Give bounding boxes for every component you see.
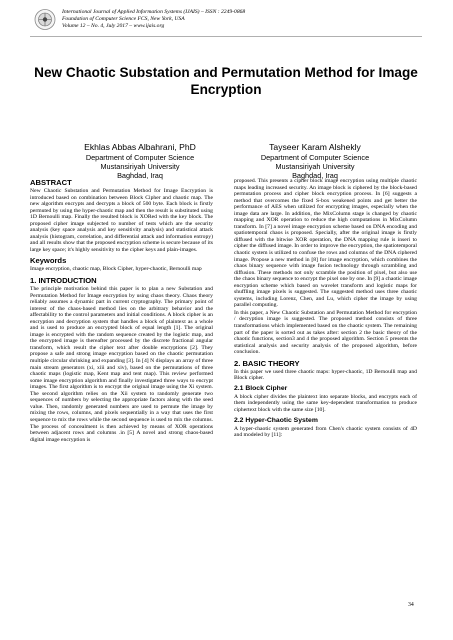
author-department: Department of Computer Science (85, 153, 195, 162)
introduction-continued-text: proposed. This presents a cipher block image encryption using multiple chaotic maps leading increased security. An image block is ciphered by the block-based permutation process and cipher block encryption process. In [6] suggests a method that overcomes the fixed S-box weakened points and get better the performance of AES when utilized for encrypting images, especially when the image data are large. In addition, the MixColumn stage is changed by chaotic mapping and XOR operation to reduce the high computations in MixColumn transform. In [7] a novel image encryption scheme based on DNA encoding and spatiotemporal chaos is proposed. Specially, after the original image is firstly diffused with the bitwise XOR operation, the DNA mapping rule is inseri to cipher the diffused image. In order to improve the encryption, the spatiotemporal chaotic system is utilized to confuse the rows and columns of the DNA ciphered image. Propose a new method in [8] for image encryption, which combines the chaos binary sequence with image fusion technology through scrambling and diffusion. These methods not only scramble the position of pixel, but also use the chaos binary sequence to encrypt the pixel one by one. In [9] a chaotic image encryption scheme which based on wavelet transform and logistic maps for shuffling image pixels is suggested. The suggested method uses three chaotic systems, including Lorenz, Chen, and Lu, which cipher the image by using parallel computing. (234, 178, 417, 309)
left-column (30, 178, 213, 444)
page-number: 34 (408, 602, 414, 608)
journal-header-line-3: Volume 12 – No. 4, July 2017 – www.ijais.org (62, 23, 165, 30)
keywords-heading: Keywords (30, 256, 67, 266)
author-block-1 (55, 142, 225, 181)
block-cipher-text: A block cipher divides the plaintext into separate blocks, and encrypts each of them independently using the same key-dependent transformation to produce ciphertext block with the same size [10]. (234, 393, 417, 413)
abstract-heading: ABSTRACT (30, 178, 72, 187)
hyper-chaotic-text: A hyper-chaotic system generated from Chen's chaotic system consists of 4D and modeled by [11]: (234, 425, 417, 439)
keywords-text: Image encryption, chaotic map, Block Cipher, hyper-chaotic, Bernoulli map (30, 266, 202, 273)
block-cipher-heading: 2.1 Block Cipher (234, 384, 288, 392)
abstract-text: New Chaotic Substation and Permutation Method for Image Encryption is introduced based on combination between Block Cipher and chaotic map. The new algorithm encrypts and decrypts a block of 500 byte. Each block is firstly permuted by using the hyper-chaotic map and then the result is substituted using 1D Bernoulli map. Finally the resulted block is XORed with the key block. The proposed cipher image subjected to number of tests which are the security analysis (key space analysis and key sensitivity analysis) and statistical attack analysis (histogram, correlation, and differential attack and information entropy) and all results show that the proposed encryption scheme is secure because of its large key space; it's highly sensitivity to the cipher keys and plain-images. (30, 188, 213, 253)
basic-theory-text: In this paper we used three chaotic maps: hyper-chaotic, 1D Bernoulli map and Block cipher. (234, 368, 417, 382)
author-city: Baghdad, Iraq (292, 171, 338, 181)
author-institution: Mustansiriyah University (100, 162, 180, 172)
basic-theory-heading: 2. BASIC THEORY (234, 358, 300, 368)
author-name: Ekhlas Abbas Albahrani, PhD (84, 142, 196, 152)
author-institution: Mustansiriyah University (275, 162, 355, 172)
introduction-heading: 1. INTRODUCTION (30, 276, 97, 286)
header-divider (30, 36, 422, 37)
author-block-2 (230, 142, 400, 181)
hyper-chaotic-heading: 2.2 Hyper-Chaotic System (234, 416, 318, 424)
author-department: Department of Computer Science (260, 153, 370, 162)
journal-header-line-2: Foundation of Computer Science FCS, New York, USA (62, 16, 185, 23)
paper-outline-text: In this paper, a New Chaotic Substation and Permutation Method for encryption / decryption image is suggested. The proposed method consists of three transformations which implemented based on the chaotic system. The remaining part of the paper is sorted out as takes after: section 2 the basic theory of the chaotic functions, section3 and 4 the proposed algorithm. Section 5 presents the statistical analysis and security analysis of the proposed algorithm, before conclusion. (234, 309, 417, 356)
introduction-text: The principle motivation behind this paper is to plan a new Substation and Permutation Method for Image encryption by using chaos theory. Chaos theory reliably assumes a dynamic part in current cryptography. The primary point of interest of the chaos-based method lies on the arbitrary behavior and the affectability to the control parameters and initial conditions. A block cipher is an encryption and decryption system that handles a block of plaintext as a whole and is used to produce an encrypted block of equal length [1]. The original image is encrypted with the random sequence created by the logistic map, and the encrypted image is thereafter processed by the discrete fractional angular transform, which result the cipher text after double encryptions [2]. They propose a safe and strong image encryption based on the chaotic permutation multiple circular shrinking and expanding [3]. In [4] N displays an array of three main stream generators (xi, xiii and xiv), based on the permutations of three chaotic maps (logistic map, Kent map and tent map). This review performed some image encryption algorithm and finally investigated three ways to encrypt images. The first algorithm is to encrypt the original image using the Xi system. The second algorithm relies on the Xii system to randomly generate two sequences of numbers by selecting the appropriate factors along with the seed value. Then, randomly generated numbers are used to permute the image by mixing the rows, columns, and pixels sequentially in a way that uses the first sequence to mix the rows while the second sequence is used to mix the columns. The process of concealment is then achieved by means of XOR operations between adjacent rows and columns .in [5] A novel and strong chaos-based digital image encryption is (30, 286, 213, 443)
journal-logo-icon (34, 8, 56, 31)
author-city: Baghdad, Iraq (117, 171, 163, 181)
journal-header (62, 9, 392, 31)
author-name: Tayseer Karam Alshekly (269, 142, 361, 152)
right-column (234, 178, 417, 440)
paper-title: New Chaotic Substation and Permutation Method for Image Encryption (34, 65, 418, 97)
journal-header-line-1: International Journal of Applied Information Systems (IJAIS) – ISSN : 2249-0868 (62, 9, 246, 15)
